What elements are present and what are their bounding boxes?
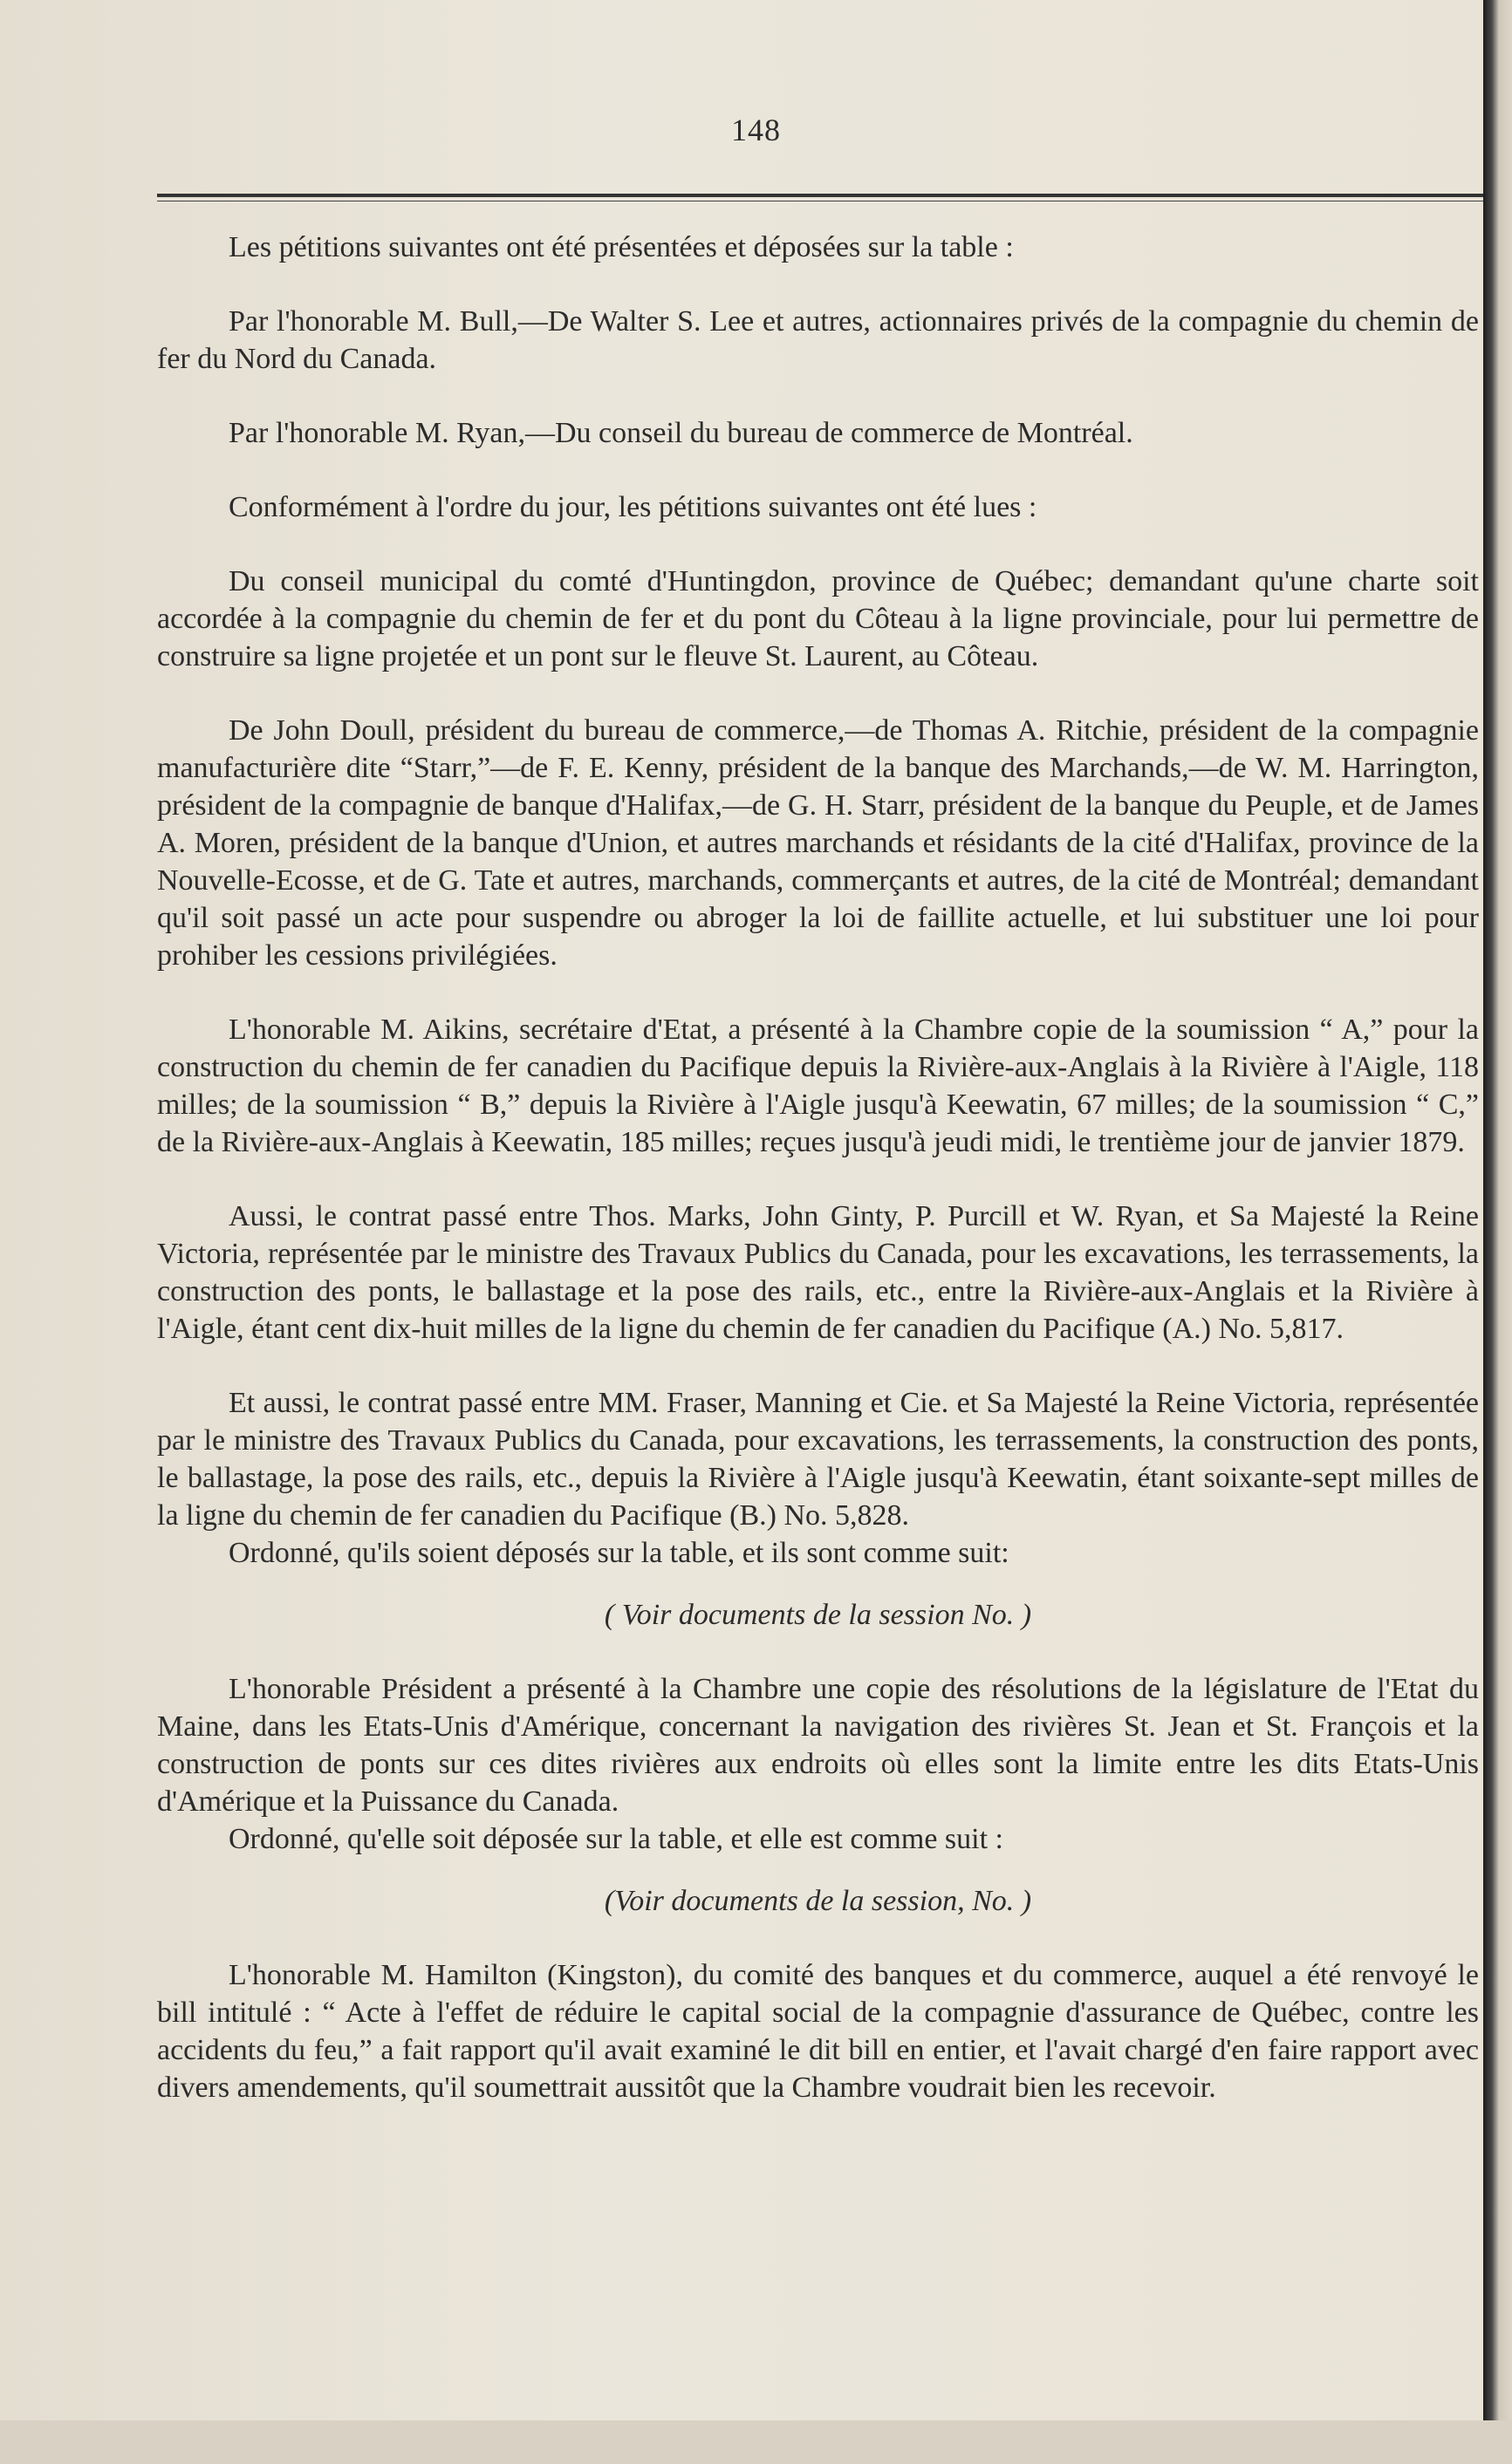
paragraph-president-maine: L'honorable Président a présenté à la Chambre une copie des résolutions de la législature de l'Etat du Maine, dans les Etats-Unis d'Amérique, concernant la navigation des rivières St. Jean et St. François et la construction de ponts sur ces dites rivières aux endroits où elles sont la limite entre les dits Etats-Unis d'Amérique et la Puissance du Canada. bbox=[157, 1673, 1479, 1818]
paragraph-contract-marks: Aussi, le contrat passé entre Thos. Marks, John Ginty, P. Purcill et W. Ryan, et Sa Majesté la Reine Victoria, représentée par le ministre des Travaux Publics du Canada, pour les excavations, les terrassements, la construction des ponts, le ballastage et la pose des rails, etc., entre la Rivière-aux-Anglais et la Rivière à l'Aigle, étant cent dix-huit milles de la ligne du chemin de fer canadien du Pacifique (A.) No. 5,817. bbox=[157, 1200, 1479, 1345]
paragraph-aikins: L'honorable M. Aikins, secrétaire d'Etat, a présenté à la Chambre copie de la soumission “ A,” pour la construction du chemin de fer canadien du Pacifique depuis la Rivière-aux-Anglais à la Rivière à l'Aigle, 118 milles; de la soumission “ B,” depuis la Rivière à l'Aigle jusqu'à Keewatin, 67 milles; de la soumission “ C,” de la Rivière-aux-Anglais à Keewatin, 185 milles; reçues jusqu'à jeudi midi, le trentième jour de janvier 1879. bbox=[157, 1014, 1479, 1158]
paragraph-ordered-2: Ordonné, qu'elle soit déposée sur la table, et elle est comme suit : bbox=[229, 1823, 1003, 1855]
paragraph-petitions-intro: Les pétitions suivantes ont été présentées et déposées sur la table : bbox=[229, 231, 1014, 263]
paragraph-doull: De John Doull, président du bureau de commerce,—de Thomas A. Ritchie, président de la compagnie manufacturière dite “Starr,”—de F. E. Kenny, président de la banque des Marchands,—de W. M. Harrington, président de la compagnie de banque d'Halifax,—de G. H. Starr, président de la banque du Peuple, et de James A. Moren, président de la banque d'Union, et autres marchands et résidants de la cité d'Halifax, province de la Nouvelle-Ecosse, et de G. Tate et autres, marchands, commerçants et autres, de la cité de Montréal; demandant qu'il soit passé un acte pour suspendre ou abroger la loi de faillite actuelle, et lui substituer une loi pour prohiber les cessions privilégiées. bbox=[157, 714, 1479, 972]
paragraph-hamilton: L'honorable M. Hamilton (Kingston), du comité des banques et du commerce, auquel a été renvoyé le bill intitulé : “ Acte à l'effet de réduire le capital social de la compagnie d'assurance de Québec, contre les accidents du feu,” a fait rapport qu'il avait examiné le dit bill en entier, et l'avait chargé d'en faire rapport avec divers amendements, qu'il soumettrait aussitôt que la Chambre voudrait bien les recevoir. bbox=[157, 1959, 1479, 2104]
paragraph-huntingdon: Du conseil municipal du comté d'Huntingdon, province de Québec; demandant qu'une charte soit accordée à la compagnie du chemin de fer et du pont du Côteau à la ligne provinciale, pour lui permettre de construire sa ligne projetée et un pont sur le fleuve St. Laurent, au Côteau. bbox=[157, 565, 1479, 672]
page-number: 148 bbox=[731, 113, 781, 147]
paragraph-contract-fraser: Et aussi, le contrat passé entre MM. Fraser, Manning et Cie. et Sa Majesté la Reine Victoria, représentée par le ministre des Travaux Publics du Canada, pour excavations, les terrassements, la construction des ponts, le ballastage, la pose des rails, etc., depuis la Rivière à l'Aigle jusqu'à Keewatin, étant soixante-sept milles de la ligne du chemin de fer canadien du Pacifique (B.) No. 5,828. bbox=[157, 1387, 1479, 1532]
page-bottom-margin bbox=[0, 2420, 1512, 2464]
paragraph-order-of-day: Conformément à l'ordre du jour, les pétitions suivantes ont été lues : bbox=[229, 491, 1037, 523]
paragraph-petition-bull: Par l'honorable M. Bull,—De Walter S. Lee et autres, actionnaires privés de la compagnie du chemin de fer du Nord du Canada. bbox=[157, 305, 1479, 375]
document-body bbox=[157, 229, 1479, 2143]
session-documents-ref-2: (Voir documents de la session, No. ) bbox=[604, 1885, 1032, 1917]
paragraph-petition-ryan: Par l'honorable M. Ryan,—Du conseil du bureau de commerce de Montréal. bbox=[229, 417, 1133, 449]
paragraph-ordered-1: Ordonné, qu'ils soient déposés sur la table, et ils sont comme suit: bbox=[229, 1537, 1009, 1569]
session-documents-ref-1: ( Voir documents de la session No. ) bbox=[604, 1599, 1032, 1631]
page-binding-edge bbox=[1483, 0, 1512, 2464]
header-rule bbox=[157, 194, 1483, 197]
